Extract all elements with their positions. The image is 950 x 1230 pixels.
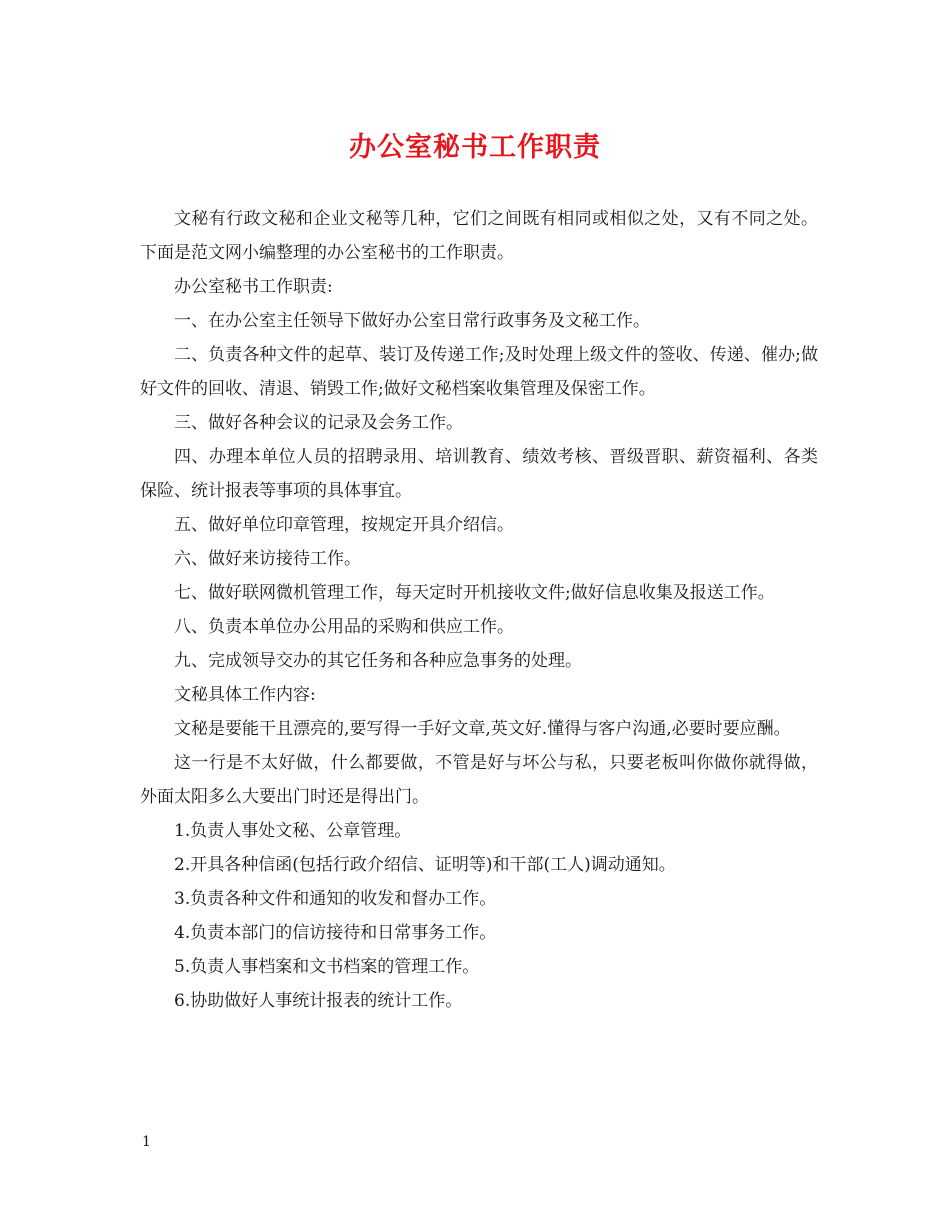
- paragraph: 二、负责各种文件的起草、装订及传递工作;及时处理上级文件的签收、传递、催办;做好文件的回收、清退、销毁工作;做好文秘档案收集管理及保密工作。: [140, 345, 818, 399]
- paragraph: 办公室秘书工作职责:: [174, 277, 333, 297]
- document-body: [140, 202, 818, 1018]
- paragraph: 文秘是要能干且漂亮的,要写得一手好文章,英文好.懂得与客户沟通,必要时要应酬。: [174, 719, 791, 739]
- paragraph: 5.负责人事档案和文书档案的管理工作。: [174, 957, 480, 977]
- paragraph: 这一行是不太好做，什么都要做，不管是好与坏公与私，只要老板叫你做你就得做，外面太阳多么大要出门时还是得出门。: [140, 753, 818, 807]
- paragraph: 一、在办公室主任领导下做好办公室日常行政事务及文秘工作。: [174, 311, 650, 331]
- paragraph: 九、完成领导交办的其它任务和各种应急事务的处理。: [174, 651, 582, 671]
- paragraph: 文秘有行政文秘和企业文秘等几种，它们之间既有相同或相似之处，又有不同之处。下面是范文网小编整理的办公室秘书的工作职责。: [140, 209, 818, 263]
- document-title: 办公室秘书工作职责: [349, 132, 601, 163]
- paragraph: 4.负责本部门的信访接待和日常事务工作。: [174, 923, 497, 943]
- paragraph: 6.协助做好人事统计报表的统计工作。: [174, 991, 463, 1011]
- paragraph: 文秘具体工作内容:: [174, 685, 316, 705]
- paragraph: 三、做好各种会议的记录及会务工作。: [174, 413, 463, 433]
- paragraph: 四、办理本单位人员的招聘录用、培训教育、绩效考核、晋级晋职、薪资福利、各类保险、统计报表等事项的具体事宜。: [140, 447, 818, 501]
- paragraph: 七、做好联网微机管理工作，每天定时开机接收文件;做好信息收集及报送工作。: [174, 583, 775, 603]
- paragraph: 八、负责本单位办公用品的采购和供应工作。: [174, 617, 514, 637]
- paragraph: 3.负责各种文件和通知的收发和督办工作。: [174, 889, 497, 909]
- paragraph: 五、做好单位印章管理，按规定开具介绍信。: [174, 515, 514, 535]
- paragraph: 2.开具各种信函(包括行政介绍信、证明等)和干部(工人)调动通知。: [174, 855, 676, 875]
- paragraph: 六、做好来访接待工作。: [174, 549, 361, 569]
- paragraph: 1.负责人事处文秘、公章管理。: [174, 821, 412, 841]
- page-number: 1: [142, 1134, 151, 1150]
